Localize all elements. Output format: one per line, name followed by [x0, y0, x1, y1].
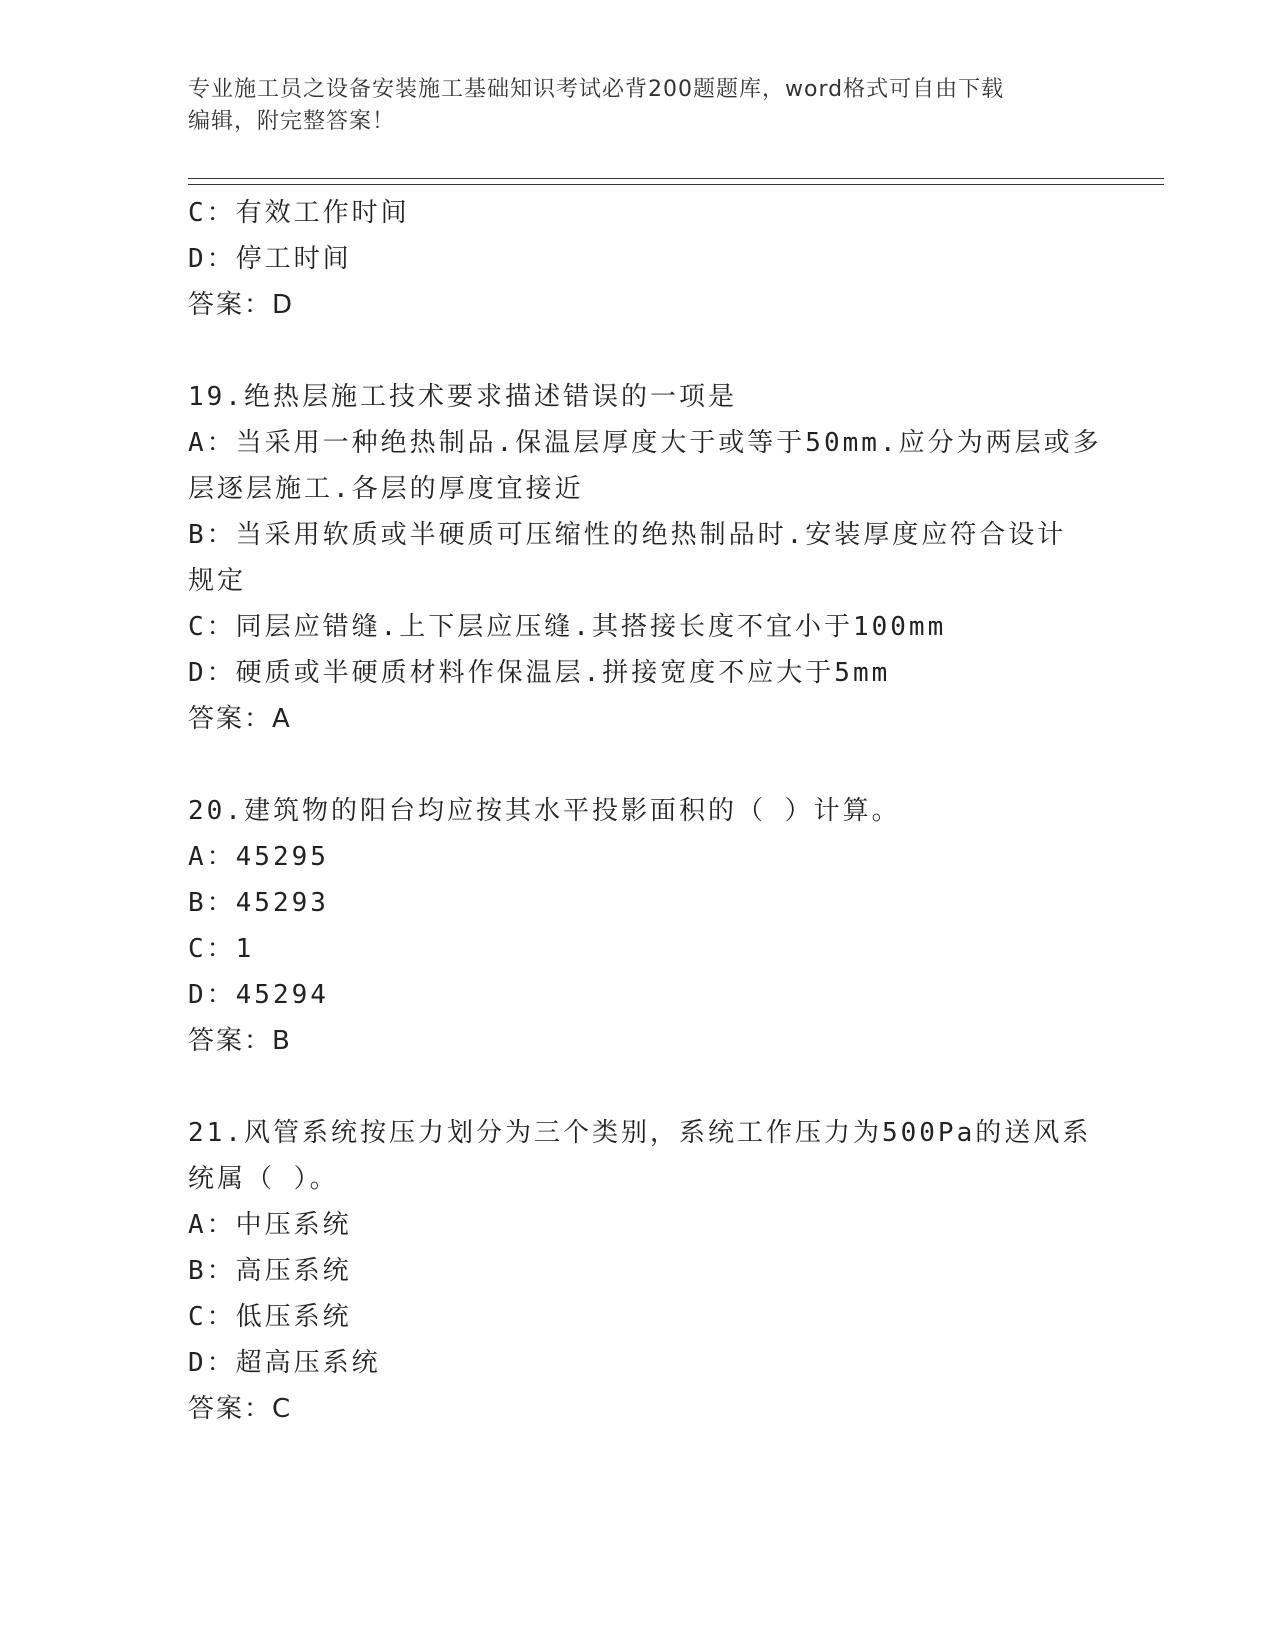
question-text-continued: 统属（ ）。: [188, 1164, 339, 1194]
header-line-1: 专业施工员之设备安装施工基础知识考试必背200题题库，word格式可自由下载: [188, 77, 1005, 102]
option-a: A：45295: [188, 842, 329, 872]
option-d: D：硬质或半硬质材料作保温层.拼接宽度不应大于5mm: [188, 658, 891, 688]
answer-line: 答案：D: [188, 290, 295, 320]
question-list: [188, 190, 1102, 1432]
option-b-continued: 规定: [188, 566, 247, 596]
option-a: A：中压系统: [188, 1210, 352, 1240]
header-divider-top: [188, 178, 1164, 179]
option-a: A：当采用一种绝热制品.保温层厚度大于或等于50mm.应分为两层或多: [188, 428, 1102, 458]
option-d: D：停工时间: [188, 244, 352, 274]
answer-line: 答案：B: [188, 1026, 292, 1056]
option-b: B：45293: [188, 888, 329, 918]
question-block-18: [188, 190, 1088, 328]
option-b: B：高压系统: [188, 1256, 352, 1286]
question-text: 21.风管系统按压力划分为三个类别，系统工作压力为500Pa的送风系: [188, 1118, 1092, 1148]
spacer: [188, 742, 1088, 788]
spacer: [188, 328, 1088, 374]
option-c: C：1: [188, 934, 255, 964]
option-a-continued: 层逐层施工.各层的厚度宜接近: [188, 474, 584, 504]
header-divider-bottom: [188, 184, 1164, 185]
option-c: C：有效工作时间: [188, 198, 410, 228]
header-line-2: 编辑，附完整答案！: [188, 109, 396, 134]
document-header: [188, 74, 1088, 138]
question-block-20: [188, 788, 1088, 1064]
spacer: [188, 1064, 1088, 1110]
question-block-21: [188, 1110, 1092, 1432]
question-block-19: [188, 374, 1102, 742]
answer-line: 答案：A: [188, 704, 292, 734]
answer-line: 答案：C: [188, 1394, 293, 1424]
option-c: C：同层应错缝.上下层应压缝.其搭接长度不宜小于100mm: [188, 612, 947, 642]
question-text: 19.绝热层施工技术要求描述错误的一项是: [188, 382, 737, 412]
option-d: D：超高压系统: [188, 1348, 381, 1378]
option-c: C：低压系统: [188, 1302, 352, 1332]
question-text: 20.建筑物的阳台均应按其水平投影面积的（ ）计算。: [188, 796, 901, 826]
option-b: B：当采用软质或半硬质可压缩性的绝热制品时.安装厚度应符合设计: [188, 520, 1067, 550]
option-d: D：45294: [188, 980, 329, 1010]
